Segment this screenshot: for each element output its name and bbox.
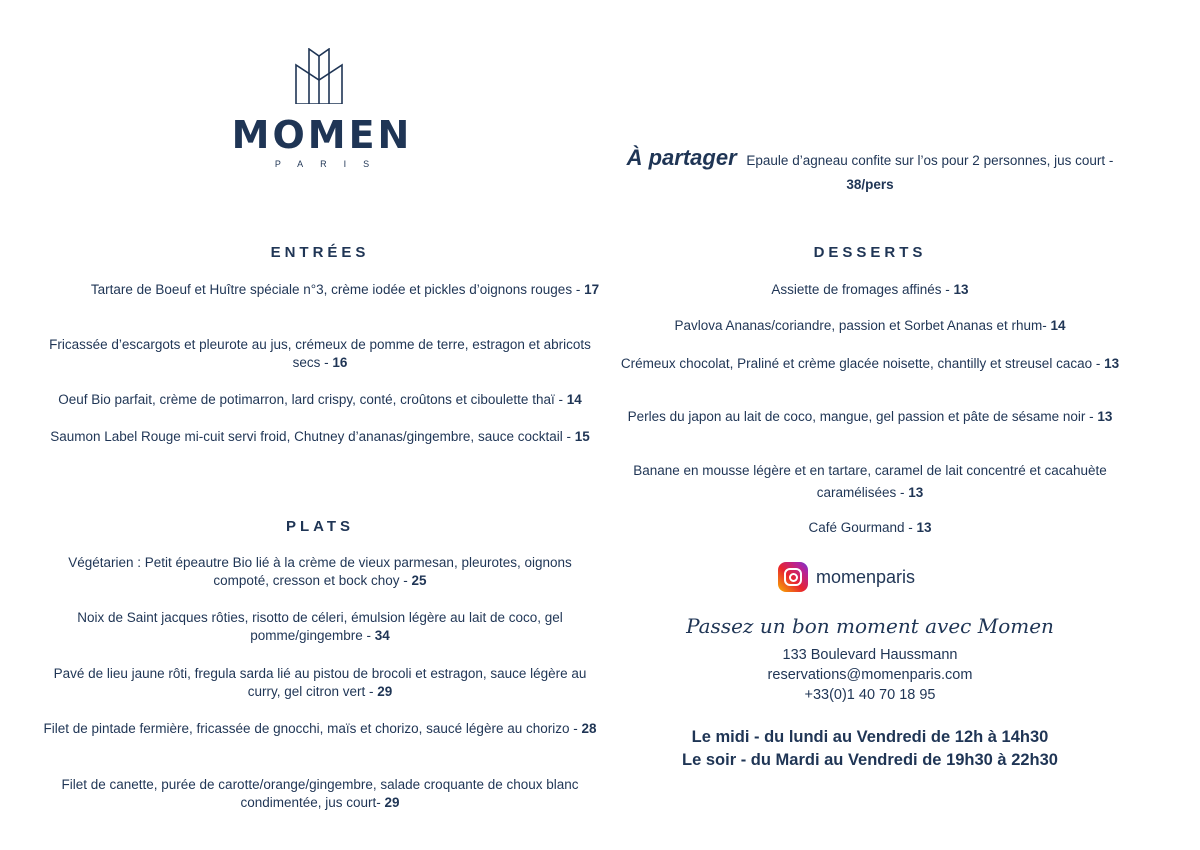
item-description: Fricassée d’escargots et pleurote au jus, crémeux de pomme de terre, estragon et abricots secs -: [49, 337, 591, 370]
item-price: 13: [916, 520, 932, 535]
item-description: Crémeux chocolat, Praliné et crème glacée noisette, chantilly et streusel cacao -: [620, 356, 1101, 371]
desserts-heading: DESSERTS: [813, 244, 927, 261]
item-description: Végétarien : Petit épeautre Bio lié à la crème de vieux parmesan, pleurotes, oignons compoté, cresson et bock choy -: [68, 555, 572, 588]
plats-item: [40, 609, 600, 645]
item-description: Noix de Saint jacques rôties, risotto de céleri, émulsion légère au lait de coco, gel pomme/gingembre -: [77, 610, 563, 643]
item-description: Café Gourmand -: [808, 520, 913, 535]
desserts-item: [610, 317, 1130, 335]
building-logo-icon: [292, 48, 352, 104]
item-price: 15: [574, 429, 590, 444]
item-description: Oeuf Bio parfait, crème de potimarron, lard crispy, conté, croûtons et ciboulette thaï -: [58, 392, 563, 407]
item-price: 13: [953, 282, 969, 297]
contact: [610, 645, 1130, 705]
tagline: Passez un bon moment avec Momen: [686, 614, 1054, 638]
plats-heading: PLATS: [285, 518, 355, 535]
plats-item: [40, 554, 600, 590]
brand-subtitle: PARIS: [274, 159, 387, 169]
opening-hours: [610, 726, 1130, 772]
entrees-item: [40, 428, 600, 446]
sharing-dish: [600, 146, 1140, 197]
item-description: Tartare de Boeuf et Huître spéciale n°3, crème iodée et pickles d’oignons rouges -: [90, 282, 581, 297]
item-price: 29: [377, 684, 393, 699]
instagram-icon: [778, 562, 808, 592]
item-description: Pavlova Ananas/coriandre, passion et Sorbet Ananas et rhum-: [674, 318, 1047, 333]
entrees-item: [40, 391, 600, 409]
item-price: 13: [1104, 356, 1120, 371]
phone[interactable]: +33(0)1 40 70 18 95: [804, 687, 936, 703]
sharing-desc: Epaule d’agneau confite sur l’os pour 2 personnes, jus court -: [746, 153, 1114, 168]
item-description: Perles du japon au lait de coco, mangue, gel passion et pâte de sésame noir -: [627, 409, 1094, 424]
item-description: Filet de pintade fermière, fricassée de gnocchi, maïs et chorizo, saucé légère au chorizo -: [43, 721, 578, 736]
brand-name: MOMEN: [231, 113, 413, 157]
item-description: Saumon Label Rouge mi-cuit servi froid, Chutney d’ananas/gingembre, sauce cocktail -: [50, 429, 571, 444]
desserts-item: [610, 281, 1130, 299]
item-price: 14: [1050, 318, 1066, 333]
desserts-item: [610, 355, 1130, 373]
item-description: Banane en mousse légère et en tartare, caramel de lait concentré et cacahuète caramélisées -: [633, 463, 1107, 500]
item-price: 13: [1097, 409, 1113, 424]
item-price: 14: [566, 392, 582, 407]
email[interactable]: reservations@momenparis.com: [767, 667, 973, 683]
item-price: 34: [374, 628, 390, 643]
plats-item: [40, 776, 600, 812]
item-price: 29: [384, 795, 400, 810]
address: 133 Boulevard Haussmann: [782, 647, 958, 663]
item-price: 16: [332, 355, 348, 370]
item-price: 17: [584, 282, 600, 297]
item-price: 25: [411, 573, 427, 588]
plats-item: [40, 665, 600, 701]
plats-item: [40, 720, 600, 738]
desserts-item: [610, 519, 1130, 537]
entrees-heading: ENTRÉES: [270, 244, 370, 261]
instagram-link[interactable]: [778, 562, 915, 592]
entrees-item: [40, 336, 600, 372]
sharing-price: 38/pers: [846, 177, 894, 192]
item-description: Filet de canette, purée de carotte/orange/gingembre, salade croquante de choux blanc condimentée, jus court-: [61, 777, 579, 810]
desserts-item: [610, 460, 1130, 504]
item-price: 13: [908, 485, 924, 500]
hours-lunch: Le midi - du lundi au Vendredi de 12h à 14h30: [691, 728, 1049, 746]
item-price: 28: [581, 721, 597, 736]
desserts-item: [610, 408, 1130, 426]
momen-logo: [222, 48, 422, 169]
entrees-item: [60, 281, 630, 299]
item-description: Assiette de fromages affinés -: [771, 282, 950, 297]
sharing-title: À partager: [626, 145, 737, 170]
item-description: Pavé de lieu jaune rôti, fregula sarda lié au pistou de brocoli et estragon, sauce légère au curry, gel citron vert -: [53, 666, 587, 699]
hours-dinner: Le soir - du Mardi au Vendredi de 19h30 à 22h30: [682, 751, 1058, 769]
instagram-handle: momenparis: [816, 566, 916, 587]
